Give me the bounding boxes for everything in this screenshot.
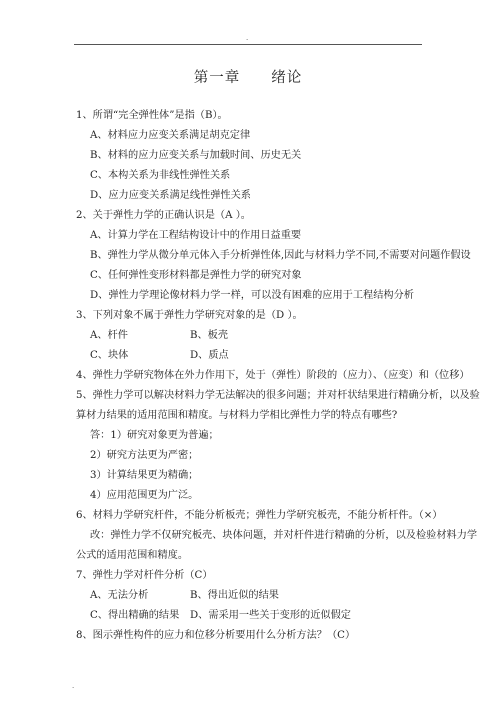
question-1: 1、所谓“完全弹性体”是指（B）。 xyxy=(76,110,228,121)
q3-option-b: B、板壳 xyxy=(190,330,229,341)
question-8: 8、图示弹性构件的应力和位移分析要用什么分析方法？（C） xyxy=(76,630,356,641)
question-4: 4、弹性力学研究物体在外力作用下，处于（弹性）阶段的（应力）、（应变）和（位移） xyxy=(76,370,470,381)
q7-option-a: A、无法分析 xyxy=(90,590,149,601)
q5-answer-2: 2）研究方法更为严密； xyxy=(90,450,199,461)
q3-option-a: A、杆件 xyxy=(90,330,128,341)
q1-option-c: C、本构关系为非线性弹性关系 xyxy=(90,170,231,181)
q5-answer-4: 4）应用范围更为广泛。 xyxy=(90,490,199,501)
question-5-line-2: 算材力结果的适用范围和精度。与材料力学相比弹性力学的特点有哪些? xyxy=(76,410,398,421)
q3-option-row-1 xyxy=(90,329,229,343)
q2-option-b: B、弹性力学从微分单元体入手分析弹性体,因此与材料力学不同,不需要对问题作假设 xyxy=(90,250,471,261)
question-7: 7、弹性力学对杆件分析（C） xyxy=(76,570,213,581)
q7-option-d: D、需采用一些关于变形的近似假定 xyxy=(190,610,351,621)
question-3: 3、下列对象不属于弹性力学研究对象的是（D ）。 xyxy=(76,310,303,321)
q6-correction-line-2: 公式的适用范围和精度。 xyxy=(76,550,189,561)
q3-option-d: D、质点 xyxy=(190,350,229,361)
q7-option-row-1 xyxy=(90,589,279,603)
footer-mark: . xyxy=(72,682,75,690)
q1-option-a: A、材料应力应变关系满足胡克定律 xyxy=(90,130,251,141)
q2-option-a: A、计算力学在工程结构设计中的作用日益重要 xyxy=(90,230,302,241)
q2-option-c: C、任何弹性变形材料都是弹性力学的研究对象 xyxy=(90,270,302,281)
q1-option-b: B、材料的应力应变关系与加载时间、历史无关 xyxy=(90,150,302,161)
q3-option-c: C、块体 xyxy=(90,350,129,361)
q7-option-row-2 xyxy=(90,609,351,623)
q2-option-d: D、弹性力学理论像材料力学一样，可以没有困难的应用于工程结构分析 xyxy=(90,290,414,301)
header-mark: . xyxy=(246,34,249,42)
question-6: 6、材料力学研究杆件，不能分析板壳；弹性力学研究板壳，不能分析杆件。（×） xyxy=(76,510,443,521)
q7-option-c: C、得出精确的结果 xyxy=(90,610,180,621)
chapter-title: 第一章 绪论 xyxy=(193,70,303,86)
question-5-line-1: 5、弹性力学可以解决材料力学无法解决的很多问题；并对杆状结果进行精确分析，以及验 xyxy=(76,390,480,401)
q3-option-row-2 xyxy=(90,349,229,363)
q7-option-b: B、得出近似的结果 xyxy=(190,590,279,601)
q6-correction-line-1: 改：弹性力学不仅研究板壳、块体问题，并对杆件进行精确的分析，以及检验材料力学 xyxy=(90,530,478,541)
q5-answer-1: 答：1）研究对象更为普遍； xyxy=(90,430,219,441)
q1-option-d: D、应力应变关系满足线性弹性关系 xyxy=(90,190,251,201)
header-rule xyxy=(74,44,422,45)
q5-answer-3: 3）计算结果更为精确； xyxy=(90,470,199,481)
question-2: 2、关于弹性力学的正确认识是（A ）。 xyxy=(76,210,251,221)
